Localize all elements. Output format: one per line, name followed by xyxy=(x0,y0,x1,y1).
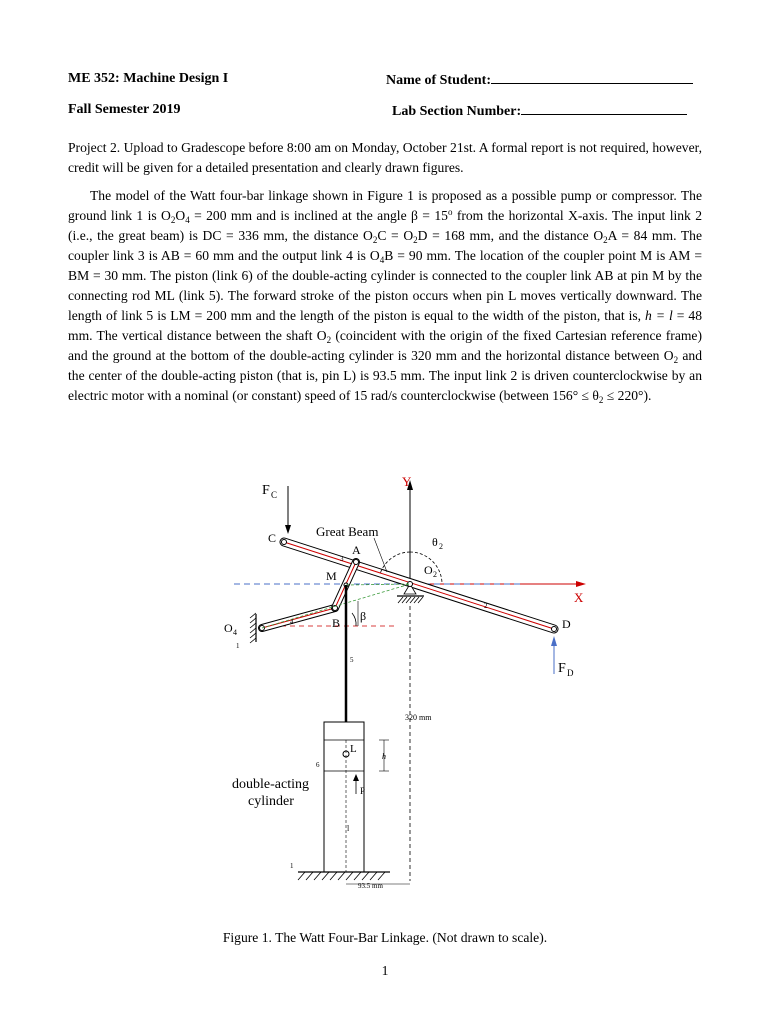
force-p-label: P xyxy=(360,786,366,796)
intro-paragraph: Project 2. Upload to Gradescope before 8:00 am on Monday, October 21st. A formal report is not required, however, credit will be given for a detailed presentation and clearly drawn figures. xyxy=(68,140,702,175)
point-a-label: A xyxy=(352,543,361,557)
dim-l-label: l xyxy=(347,824,350,833)
great-beam-label: Great Beam xyxy=(316,524,379,539)
lab-section-label xyxy=(392,102,687,120)
o2-label: O xyxy=(424,563,433,577)
fd-sub: D xyxy=(567,668,574,678)
link3-label: 3 xyxy=(340,555,344,563)
fc-arrow-head xyxy=(285,525,291,534)
o4-sub: 4 xyxy=(233,628,237,637)
theta2-sub: 2 xyxy=(439,542,443,551)
great-beam-link xyxy=(284,542,554,629)
cylinder-ground-hatch xyxy=(298,872,385,880)
y-axis-label: Y xyxy=(402,474,412,489)
link1-label: 1 xyxy=(236,642,240,650)
student-name-text: Name of Student: xyxy=(386,73,491,88)
point-b-label: B xyxy=(332,616,341,630)
point-m-label: M xyxy=(326,569,337,583)
semester: Fall Semester 2019 xyxy=(68,102,181,117)
student-name-label xyxy=(386,71,693,89)
cylinder-body xyxy=(324,722,364,872)
lab-section-blank[interactable] xyxy=(521,102,687,115)
point-c-label: C xyxy=(268,531,277,545)
beta-arc xyxy=(352,613,356,626)
watt-linkage-figure xyxy=(224,474,622,891)
fd-label: F xyxy=(558,661,566,676)
lab-section-text: Lab Section Number: xyxy=(392,104,522,119)
fc-label: F xyxy=(262,483,270,498)
pin-d xyxy=(552,627,557,632)
page-number: 1 xyxy=(381,963,389,978)
pin-l-label: L xyxy=(350,743,357,755)
link5-label: 5 xyxy=(350,656,354,664)
beta-label: β xyxy=(360,609,367,623)
dim-320-label: 320 mm xyxy=(405,713,432,722)
fd-arrow-head xyxy=(551,636,557,646)
theta2-label: θ xyxy=(432,535,438,549)
x-axis-label: X xyxy=(574,590,584,605)
dim-935-label: 93.5 mm xyxy=(358,882,383,890)
great-beam-leader xyxy=(374,538,387,572)
cylinder-label-line2: cylinder xyxy=(248,794,294,809)
point-d-label: D xyxy=(562,617,571,631)
student-name-blank[interactable] xyxy=(491,71,693,84)
link6-label: 6 xyxy=(316,761,320,769)
o2-ground-hatch xyxy=(398,597,423,603)
o4-label: O xyxy=(224,621,233,635)
link2-label: 2 xyxy=(484,602,488,610)
cylinder-label-line1: double-acting xyxy=(232,777,309,792)
fc-sub: C xyxy=(271,490,278,500)
link4-label: 4 xyxy=(290,618,294,626)
o4-ground-hatch xyxy=(250,613,256,643)
body-paragraph: The model of the Watt four-bar linkage shown in Figure 1 is proposed as a possible pump or compressor. The ground link 1 is $O_2O_4 = 200$ mm and is inclined at the angle $\beta = 15^o$ from the horizontal X-axis. The input link 2 (i.e., the great beam) is DC = 336 mm, the distance $O_2C = O_2D = 168$ mm, and the distance $O_2A = 84$ mm. The coupler link 3 is AB = 60 mm and the output link 4 is $O_4B = 90$ mm. The location of the coupler point M is AM = BM = 30 mm. The piston (link 6) of the double-acting cylinder is connected to the coupler link AB at pin M by the connecting rod ML (link 5). The forward stroke of the piston occurs when pin L moves vertically downward. The length of link 5 is LM = 200 mm and the length of the piston is equal to the width of the piston, that is, h = l = 48 mm. The vertical distance between the shaft $O_2$ (coincident with the origin of the fixed Cartesian reference frame) and the ground at the bottom of the double-acting cylinder is 320 mm and the horizontal distance between $O_2$ and the center of the double-acting piston (that is, pin L) is 93.5 mm. The input link 2 is driven counterclockwise by an electric motor with a nominal (or constant) speed of 15 rad/s counterclockwise (between $156^\circ \le \theta_2 \le 220^\circ$). xyxy=(68,188,703,405)
o2-sub: 2 xyxy=(433,570,437,579)
dim-h-label: h xyxy=(382,752,386,761)
pin-c xyxy=(282,540,287,545)
figure-caption: Figure 1. The Watt Four-Bar Linkage. (Not drawn to scale). xyxy=(222,930,548,945)
course-title: ME 352: Machine Design I xyxy=(68,71,229,86)
ground-link1-label: 1 xyxy=(290,862,294,870)
x-axis-arrow xyxy=(576,581,586,587)
pin-a xyxy=(354,560,359,565)
